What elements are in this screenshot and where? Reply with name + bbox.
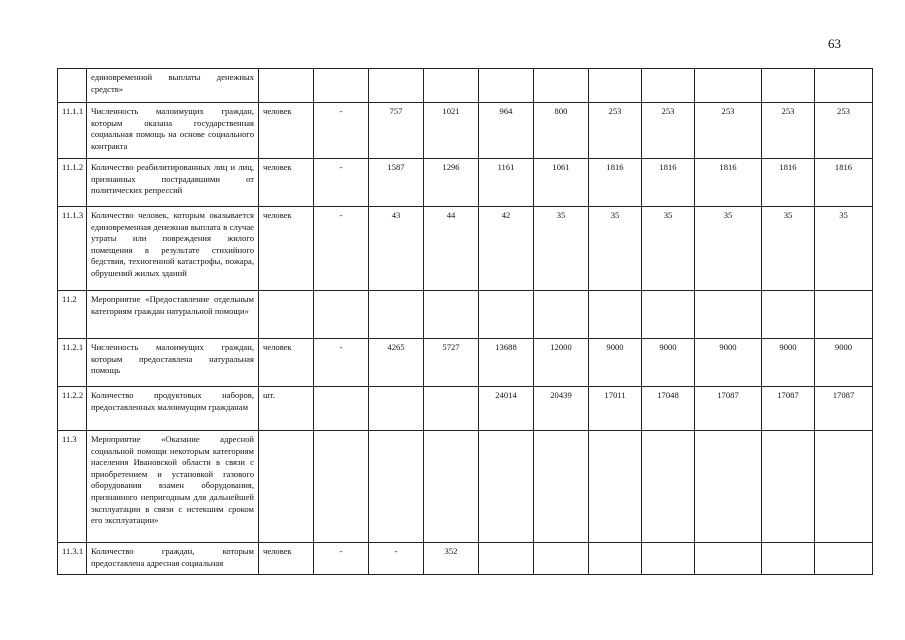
value-cell bbox=[815, 69, 873, 103]
value-cell: - bbox=[314, 103, 369, 159]
value-cell bbox=[815, 543, 873, 575]
value-cell bbox=[424, 431, 479, 543]
unit-cell bbox=[259, 431, 314, 543]
indicator-description: Мероприятие «Оказание адресной социальной помощи некоторым категориям населения Ивановской области в связи с приобретением и установкой газового оборудования взамен оборудования, признанного непригодным для дальнейшей эксплуатации в связи с истекшим сроком его эксплуатации» bbox=[87, 431, 259, 543]
indicator-description: Количество продуктовых наборов, предоставленных малоимущим гражданам bbox=[87, 387, 259, 431]
value-cell: 1061 bbox=[534, 159, 589, 207]
value-cell bbox=[314, 291, 369, 339]
value-cell: 24014 bbox=[479, 387, 534, 431]
value-cell bbox=[479, 431, 534, 543]
value-cell: 1816 bbox=[815, 159, 873, 207]
value-cell: 253 bbox=[589, 103, 642, 159]
value-cell: - bbox=[314, 159, 369, 207]
value-cell bbox=[534, 69, 589, 103]
value-cell: 253 bbox=[762, 103, 815, 159]
value-cell bbox=[314, 69, 369, 103]
table-row bbox=[58, 291, 873, 339]
unit-cell: человек bbox=[259, 103, 314, 159]
indicator-description: Количество граждан, которым предоставлена адресная социальная bbox=[87, 543, 259, 575]
value-cell: 757 bbox=[369, 103, 424, 159]
unit-cell: шт. bbox=[259, 387, 314, 431]
value-cell: 17048 bbox=[642, 387, 695, 431]
unit-cell: человек bbox=[259, 339, 314, 387]
value-cell: 9000 bbox=[695, 339, 762, 387]
value-cell bbox=[762, 543, 815, 575]
table-row bbox=[58, 431, 873, 543]
value-cell: 9000 bbox=[762, 339, 815, 387]
value-cell: 1021 bbox=[424, 103, 479, 159]
value-cell: 35 bbox=[815, 207, 873, 291]
indicator-description: Мероприятие «Предоставление отдельным категориям граждан натуральной помощи» bbox=[87, 291, 259, 339]
table-row bbox=[58, 69, 873, 103]
value-cell bbox=[369, 69, 424, 103]
table-row bbox=[58, 387, 873, 431]
value-cell: 253 bbox=[642, 103, 695, 159]
value-cell: 44 bbox=[424, 207, 479, 291]
value-cell: 17011 bbox=[589, 387, 642, 431]
unit-cell: человек bbox=[259, 207, 314, 291]
value-cell bbox=[369, 291, 424, 339]
indicator-description: Численность малоимущих граждан, которым оказана государственная социальная помощь на основе социального контракта bbox=[87, 103, 259, 159]
value-cell: 253 bbox=[695, 103, 762, 159]
row-number: 11.1.2 bbox=[58, 159, 87, 207]
value-cell bbox=[424, 387, 479, 431]
value-cell: 9000 bbox=[642, 339, 695, 387]
value-cell bbox=[695, 69, 762, 103]
indicator-description: Количество реабилитированных лиц и лиц, признанных пострадавшими от политических репрессий bbox=[87, 159, 259, 207]
value-cell: 964 bbox=[479, 103, 534, 159]
value-cell: 20439 bbox=[534, 387, 589, 431]
value-cell bbox=[642, 69, 695, 103]
value-cell: 35 bbox=[642, 207, 695, 291]
value-cell bbox=[589, 543, 642, 575]
value-cell: 35 bbox=[534, 207, 589, 291]
value-cell: - bbox=[314, 543, 369, 575]
row-number: 11.3 bbox=[58, 431, 87, 543]
value-cell bbox=[534, 291, 589, 339]
value-cell bbox=[314, 387, 369, 431]
value-cell: 1816 bbox=[642, 159, 695, 207]
value-cell bbox=[695, 431, 762, 543]
value-cell: 12000 bbox=[534, 339, 589, 387]
value-cell: 43 bbox=[369, 207, 424, 291]
value-cell: 9000 bbox=[815, 339, 873, 387]
indicator-description: Численность малоимущих граждан, которым предоставлена натуральная помощь bbox=[87, 339, 259, 387]
table-row bbox=[58, 339, 873, 387]
value-cell: 4265 bbox=[369, 339, 424, 387]
value-cell: 1816 bbox=[589, 159, 642, 207]
value-cell: - bbox=[314, 207, 369, 291]
value-cell bbox=[534, 543, 589, 575]
table-row bbox=[58, 543, 873, 575]
value-cell bbox=[424, 69, 479, 103]
indicator-description: Количество человек, которым оказывается единовременная денежная выплата в случае утраты или повреждения жилого помещения в результате стихийного бедствия, техногенной катастрофы, пожара, обрушений жилых зданий bbox=[87, 207, 259, 291]
value-cell bbox=[589, 431, 642, 543]
value-cell bbox=[695, 291, 762, 339]
unit-cell bbox=[259, 291, 314, 339]
row-number: 11.1.3 bbox=[58, 207, 87, 291]
value-cell bbox=[424, 291, 479, 339]
value-cell: 35 bbox=[762, 207, 815, 291]
value-cell bbox=[815, 431, 873, 543]
value-cell: 800 bbox=[534, 103, 589, 159]
value-cell bbox=[762, 431, 815, 543]
value-cell: 1587 bbox=[369, 159, 424, 207]
table-row bbox=[58, 159, 873, 207]
row-number: 11.2.1 bbox=[58, 339, 87, 387]
value-cell: 42 bbox=[479, 207, 534, 291]
row-number: 11.1.1 bbox=[58, 103, 87, 159]
value-cell bbox=[589, 291, 642, 339]
value-cell: - bbox=[314, 339, 369, 387]
unit-cell: человек bbox=[259, 159, 314, 207]
value-cell bbox=[479, 291, 534, 339]
value-cell bbox=[642, 431, 695, 543]
value-cell: 253 bbox=[815, 103, 873, 159]
value-cell bbox=[642, 543, 695, 575]
indicator-description: единовременной выплаты денежных средств» bbox=[87, 69, 259, 103]
unit-cell bbox=[259, 69, 314, 103]
value-cell bbox=[762, 291, 815, 339]
row-number: 11.2 bbox=[58, 291, 87, 339]
value-cell bbox=[369, 387, 424, 431]
value-cell: 352 bbox=[424, 543, 479, 575]
row-number: 11.2.2 bbox=[58, 387, 87, 431]
value-cell: 17087 bbox=[815, 387, 873, 431]
indicators-table bbox=[57, 68, 873, 575]
value-cell bbox=[369, 431, 424, 543]
table-row bbox=[58, 103, 873, 159]
value-cell bbox=[534, 431, 589, 543]
table-row bbox=[58, 207, 873, 291]
value-cell: 35 bbox=[589, 207, 642, 291]
value-cell: 17087 bbox=[695, 387, 762, 431]
value-cell bbox=[815, 291, 873, 339]
value-cell: 1816 bbox=[762, 159, 815, 207]
value-cell bbox=[589, 69, 642, 103]
value-cell bbox=[314, 431, 369, 543]
value-cell bbox=[695, 543, 762, 575]
value-cell: 13688 bbox=[479, 339, 534, 387]
value-cell bbox=[642, 291, 695, 339]
page-number: 63 bbox=[828, 36, 841, 51]
row-number bbox=[58, 69, 87, 103]
value-cell: 1816 bbox=[695, 159, 762, 207]
value-cell: 35 bbox=[695, 207, 762, 291]
value-cell bbox=[762, 69, 815, 103]
value-cell: 9000 bbox=[589, 339, 642, 387]
unit-cell: человек bbox=[259, 543, 314, 575]
value-cell: 1161 bbox=[479, 159, 534, 207]
value-cell: 17087 bbox=[762, 387, 815, 431]
value-cell bbox=[479, 543, 534, 575]
value-cell: 5727 bbox=[424, 339, 479, 387]
row-number: 11.3.1 bbox=[58, 543, 87, 575]
value-cell: 1296 bbox=[424, 159, 479, 207]
value-cell bbox=[479, 69, 534, 103]
value-cell: - bbox=[369, 543, 424, 575]
